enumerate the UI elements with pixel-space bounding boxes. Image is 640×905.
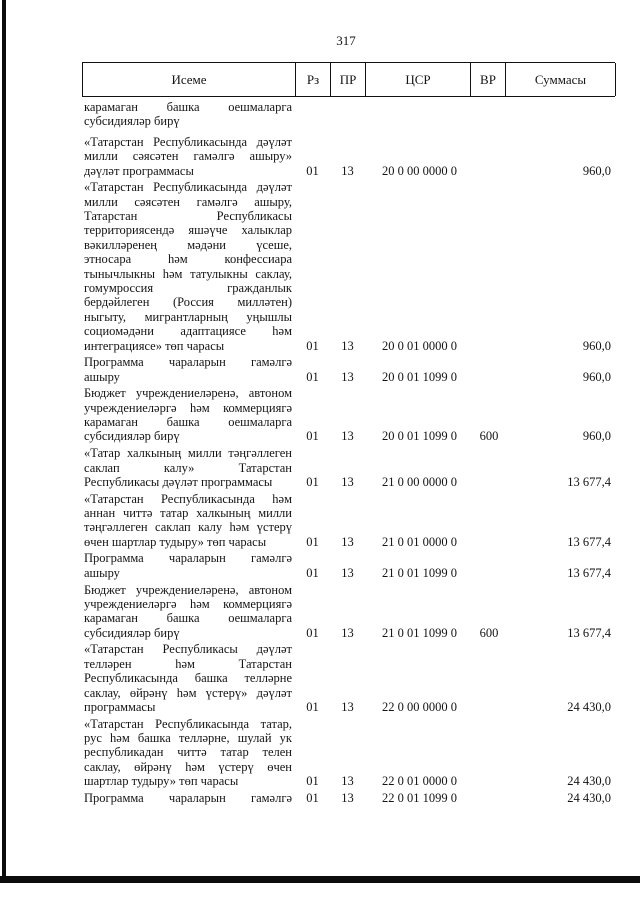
- budget-table: [82, 62, 615, 805]
- row-sum-cell: 960,0: [582, 369, 611, 384]
- row-csr-cell: 20 0 01 1099 0: [382, 369, 457, 384]
- row-sum-cell: 13 677,4: [567, 565, 611, 580]
- row-csr-cell: 22 0 00 0000 0: [382, 699, 457, 714]
- row-name-line: карамаган башка оешмаларга: [84, 415, 292, 430]
- row-name-line: «Татарстан Республикасында татар,: [84, 716, 292, 731]
- row-csr-cell: 22 0 01 1099 0: [382, 790, 457, 805]
- row-name-line: Бюджет учреждениеләренә, автоном: [84, 582, 292, 597]
- row-csr-cell: [365, 114, 470, 128]
- row-name-cell: [82, 100, 295, 129]
- row-rz-cell: 01: [306, 338, 319, 353]
- row-name-line: гомумроссия гражданлык: [84, 280, 292, 295]
- table-row: [82, 580, 615, 640]
- row-name-line: саклау, өйрәнү һәм үстерү» дәүләт: [84, 685, 292, 700]
- row-name-line: милли сәясәтен гамәлгә ашыру»: [84, 149, 292, 164]
- row-sum-cell: 24 430,0: [567, 790, 611, 805]
- row-rz-cell: 01: [306, 565, 319, 580]
- row-name-cell: [82, 492, 295, 550]
- row-vr-cell: 600: [479, 429, 499, 444]
- row-name-line: учреждениеләргә һәм коммерциягә: [84, 400, 292, 415]
- row-rz-cell: 01: [306, 163, 319, 178]
- row-name-cell: [82, 717, 295, 789]
- header-name: Исеме: [83, 63, 296, 96]
- row-name-line: субсидияләр бирү: [84, 114, 180, 129]
- row-sum-cell: 24 430,0: [567, 774, 611, 789]
- row-csr-cell: 20 0 01 1099 0: [382, 429, 457, 444]
- row-name-line: субсидияләр бирү: [84, 429, 180, 444]
- row-name-cell: [82, 791, 295, 805]
- row-name-line: этносара һәм конфессиара: [84, 252, 292, 267]
- row-vr-cell: [470, 370, 505, 384]
- row-name-line: карамаган башка оешмаларга: [84, 611, 292, 626]
- row-name-line: Татарстан Республикасы: [84, 209, 292, 224]
- row-rz-cell: 01: [306, 774, 319, 789]
- row-name-line: учреждениеләргә һәм коммерциягә: [84, 596, 292, 611]
- row-pr-cell: 13: [341, 774, 354, 789]
- row-name-line: «Татарстан Республикасы дәүләт: [84, 642, 292, 657]
- row-csr-cell: 21 0 01 1099 0: [382, 565, 457, 580]
- row-name-line: карамаган башка оешмаларга: [84, 99, 292, 114]
- row-name-line: тәңгәллеген саклап калу һәм үстерү: [84, 520, 292, 535]
- row-name-cell: [82, 446, 295, 489]
- row-name-line: саклау, өйрәнү һәм үстерү өчен: [84, 759, 292, 774]
- row-name-line: саклап калу» Татарстан: [84, 460, 292, 475]
- row-name-line: аннан читтә татар халкының милли: [84, 506, 292, 521]
- row-vr-cell: [470, 114, 505, 128]
- row-name-cell: [82, 642, 295, 714]
- row-name-cell: [82, 386, 295, 444]
- header-vr: ВР: [471, 63, 506, 96]
- row-pr-cell: 13: [341, 163, 354, 178]
- row-pr-cell: 13: [341, 790, 354, 805]
- table-row: [82, 384, 615, 444]
- row-name-line: интеграциясе» төп чарасы: [84, 338, 225, 353]
- header-csr: ЦСР: [366, 63, 471, 96]
- table-row: [82, 97, 615, 132]
- row-vr-cell: [470, 535, 505, 549]
- row-name-line: вәкилләренең мәдәни үсеше,: [84, 237, 292, 252]
- row-name-line: шартлар тудыру» төп чарасы: [84, 774, 239, 789]
- row-name-line: рус һәм башка телләрне, шулай ук: [84, 731, 292, 746]
- table-body: [82, 97, 615, 805]
- row-name-cell: [82, 551, 295, 580]
- row-rz-cell: 01: [306, 790, 319, 805]
- row-pr-cell: 13: [341, 699, 354, 714]
- row-sum-cell: 13 677,4: [567, 474, 611, 489]
- row-name-line: өчен шартлар тудыру» төп чарасы: [84, 534, 267, 549]
- row-rz-cell: 01: [306, 699, 319, 714]
- row-vr-cell: [470, 774, 505, 788]
- table-row: [82, 132, 615, 177]
- row-csr-cell: 21 0 01 1099 0: [382, 625, 457, 640]
- row-vr-cell: [470, 566, 505, 580]
- row-pr-cell: 13: [341, 625, 354, 640]
- row-pr-cell: 13: [341, 474, 354, 489]
- row-csr-cell: 21 0 01 0000 0: [382, 534, 457, 549]
- row-sum-cell: [505, 114, 615, 128]
- row-name-line: Республикасында башка телләрне: [84, 671, 292, 686]
- table-row: [82, 489, 615, 549]
- row-sum-cell: 13 677,4: [567, 534, 611, 549]
- row-name-line: бердәйлеген (Россия милләтен): [84, 295, 292, 310]
- row-name-line: ныгыту, мигрантларның уңышлы: [84, 309, 292, 324]
- row-name-line: ашыру: [84, 565, 120, 580]
- row-rz-cell: 01: [306, 369, 319, 384]
- row-name-line: Бюджет учреждениеләренә, автоном: [84, 386, 292, 401]
- row-vr-cell: [470, 791, 505, 805]
- row-name-line: телләрен һәм Татарстан: [84, 656, 292, 671]
- row-sum-cell: 13 677,4: [567, 625, 611, 640]
- row-name-line: Программа чараларын гамәлгә: [84, 355, 292, 370]
- row-name-line: ашыру: [84, 369, 120, 384]
- row-name-line: тынычлыкны һәм татулыкны саклау,: [84, 266, 292, 281]
- row-name-line: субсидияләр бирү: [84, 625, 180, 640]
- row-vr-cell: [470, 339, 505, 353]
- row-name-line: «Татарстан Республикасында һәм: [84, 491, 292, 506]
- row-name-line: территориясендә яшәүче халыклар: [84, 223, 292, 238]
- row-name-line: дәүләт программасы: [84, 163, 194, 178]
- row-rz-cell: 01: [306, 474, 319, 489]
- row-sum-cell: 960,0: [582, 429, 611, 444]
- table-row: [82, 789, 615, 806]
- row-csr-cell: 20 0 01 0000 0: [382, 338, 457, 353]
- row-name-line: Программа чараларын гамәлгә: [84, 551, 292, 566]
- row-csr-cell: 20 0 00 0000 0: [382, 163, 457, 178]
- row-pr-cell: [330, 114, 365, 128]
- row-pr-cell: 13: [341, 534, 354, 549]
- table-row: [82, 549, 615, 580]
- row-name-cell: [82, 180, 295, 353]
- page-number: 317: [336, 33, 356, 48]
- header-sum: Суммасы: [506, 63, 616, 96]
- table-row: [82, 640, 615, 714]
- table-header: [82, 62, 615, 97]
- table-row: [82, 444, 615, 489]
- row-name-line: Республикасы дәүләт программасы: [84, 474, 273, 489]
- row-vr-cell: [470, 700, 505, 714]
- row-pr-cell: 13: [341, 338, 354, 353]
- row-pr-cell: 13: [341, 429, 354, 444]
- row-vr-cell: [470, 475, 505, 489]
- row-rz-cell: 01: [306, 429, 319, 444]
- header-rz: Рз: [296, 63, 331, 96]
- row-name-line: программасы: [84, 699, 156, 714]
- row-vr-cell: 600: [479, 625, 499, 640]
- row-rz-cell: [295, 114, 330, 128]
- row-name-line: социомәдәни адаптациясе һәм: [84, 324, 292, 339]
- row-name-line: «Татарстан Республикасында дәүләт: [84, 134, 292, 149]
- row-sum-cell: 960,0: [582, 163, 611, 178]
- row-name-cell: [82, 135, 295, 178]
- row-rz-cell: 01: [306, 534, 319, 549]
- row-name-line: Программа чараларын гамәлгә: [84, 790, 292, 805]
- row-rz-cell: 01: [306, 625, 319, 640]
- row-csr-cell: 22 0 01 0000 0: [382, 774, 457, 789]
- row-name-line: милли сәясәтен гамәлгә ашыру,: [84, 194, 292, 209]
- row-name-line: «Татарстан Республикасында дәүләт: [84, 180, 292, 195]
- row-name-line: республикадан читтә татар телен: [84, 745, 292, 760]
- table-row: [82, 353, 615, 384]
- row-sum-cell: 960,0: [582, 338, 611, 353]
- row-sum-cell: 24 430,0: [567, 699, 611, 714]
- row-name-cell: [82, 355, 295, 384]
- table-row: [82, 178, 615, 353]
- table-row: [82, 714, 615, 788]
- row-name-cell: [82, 583, 295, 641]
- header-pr: ПР: [331, 63, 366, 96]
- row-name-line: «Татар халкының милли тәңгәллеген: [84, 446, 292, 461]
- row-pr-cell: 13: [341, 369, 354, 384]
- scan-border-bottom: [0, 876, 640, 883]
- row-csr-cell: 21 0 00 0000 0: [382, 474, 457, 489]
- row-vr-cell: [470, 164, 505, 178]
- scan-border-left: [2, 0, 6, 883]
- row-pr-cell: 13: [341, 565, 354, 580]
